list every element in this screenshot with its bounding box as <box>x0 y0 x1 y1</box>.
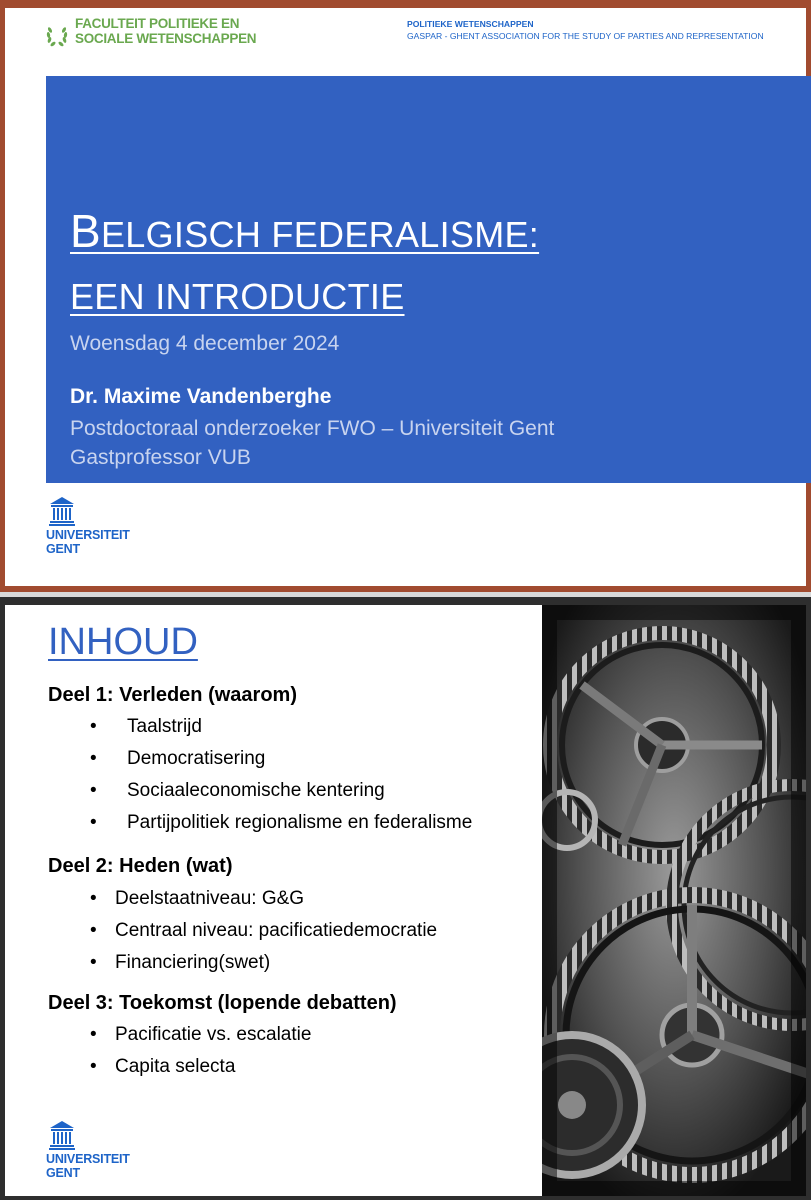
title-line1-rest: ELGISCH FEDERALISME: <box>100 214 540 255</box>
bullet-icon: • <box>90 1056 97 1077</box>
list-item-text: Pacificatie vs. escalatie <box>115 1024 312 1045</box>
contents-slide-canvas <box>5 605 806 1196</box>
university-building-icon <box>49 496 75 526</box>
ugent-logo <box>46 1120 130 1190</box>
ugent-logo-text <box>46 1153 130 1180</box>
bullet-icon: • <box>90 780 97 801</box>
bullet-icon: • <box>90 748 97 769</box>
list-item-text: Deelstaatniveau: G&G <box>115 888 305 909</box>
list-item-text: Partijpolitiek regionalisme en federalisme <box>127 812 473 833</box>
section-title-1: Deel 1: Verleden (waarom) <box>48 684 297 706</box>
list-item-text: Democratisering <box>127 748 266 769</box>
slide-title-line1 <box>70 204 539 258</box>
author-role-1: Postdoctoraal onderzoeker FWO – Universiteit Gent <box>70 417 555 440</box>
bullet-icon: • <box>90 1024 97 1045</box>
bullet-icon: • <box>90 920 97 941</box>
department-header <box>407 18 764 42</box>
title-slide <box>0 0 811 592</box>
ugent-logo-line2: GENT <box>46 1165 80 1180</box>
section-title-3: Deel 3: Toekomst (lopende debatten) <box>48 992 397 1014</box>
faculty-name-line2: SOCIALE WETENSCHAPPEN <box>75 31 257 46</box>
research-group-name: GASPAR - GHENT ASSOCIATION FOR THE STUDY OF PARTIES AND REPRESENTATION <box>407 31 764 41</box>
author-name: Dr. Maxime Vandenberghe <box>70 385 332 408</box>
bullet-icon: • <box>90 888 97 909</box>
presentation-date: Woensdag 4 december 2024 <box>70 332 340 355</box>
list-item-text: Capita selecta <box>115 1056 236 1077</box>
ugent-logo-text <box>46 529 130 556</box>
title-panel <box>46 76 811 483</box>
contents-slide <box>0 597 811 1200</box>
slide-title-line2: EEN INTRODUCTIE <box>70 276 405 317</box>
section-title-2: Deel 2: Heden (wat) <box>48 855 233 877</box>
ugent-logo-line2: GENT <box>46 541 80 556</box>
gears-illustration <box>542 605 806 1196</box>
list-item-text: Taalstrijd <box>127 716 202 737</box>
title-initial: B <box>70 205 101 257</box>
faculty-name-line1: FACULTEIT POLITIEKE EN <box>75 16 240 31</box>
department-name: POLITIEKE WETENSCHAPPEN <box>407 19 534 29</box>
author-role-2: Gastprofessor VUB <box>70 446 251 469</box>
bullet-icon: • <box>90 952 97 973</box>
ugent-logo-line1: UNIVERSITEIT <box>46 1152 130 1166</box>
list-item-text: Financiering(swet) <box>115 952 271 973</box>
title-slide-canvas <box>5 8 806 586</box>
bullet-icon: • <box>90 716 97 737</box>
bullet-icon: • <box>90 812 97 833</box>
gears-photo <box>542 605 806 1196</box>
ugent-logo-line1: UNIVERSITEIT <box>46 528 130 542</box>
university-building-icon <box>49 1120 75 1150</box>
contents-heading: INHOUD <box>48 621 198 663</box>
laurel-icon <box>45 24 69 48</box>
list-item-text: Centraal niveau: pacificatiedemocratie <box>115 920 438 941</box>
list-item-text: Sociaaleconomische kentering <box>127 780 385 801</box>
faculty-name <box>75 16 256 46</box>
ugent-logo <box>46 496 130 566</box>
